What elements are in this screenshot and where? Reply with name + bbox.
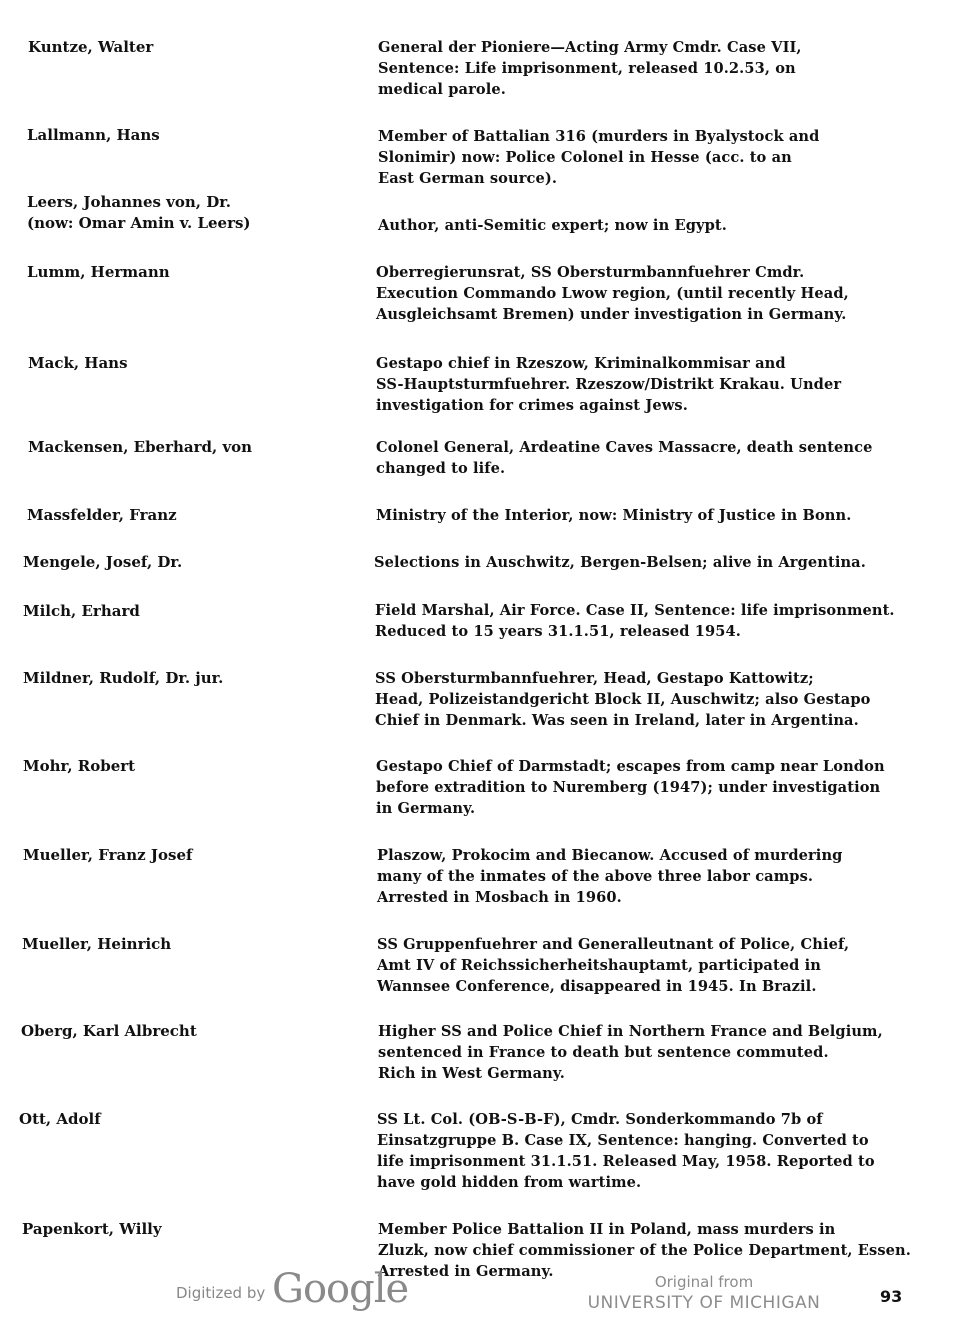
- entry-description: Plaszow, Prokocim and Biecanow. Accused of murdering many of the inmates of the above three labor camps. Arrested in Mosbach in 1960.: [377, 847, 843, 906]
- entry-name: Ott, Adolf: [19, 1110, 101, 1128]
- entry-description: SS Gruppenfuehrer and Generalleutnant of Police, Chief, Amt IV of Reichssicherheitshauptamt, participated in Wannsee Conference, disappeared in 1945. In Brazil.: [377, 936, 850, 995]
- original-from-label: Original from: [654, 1273, 754, 1291]
- entry-name: Papenkort, Willy: [22, 1220, 162, 1238]
- entry-name: Lumm, Hermann: [27, 263, 170, 281]
- entry-description: SS Lt. Col. (OB-S-B-F), Cmdr. Sonderkommando 7b of Einsatzgruppe B. Case IX, Sentence: hanging. Converted to life imprisonment 31.1.51. Released May, 1958. Reported to have gold hidden from wartime.: [377, 1111, 875, 1191]
- entry-description: Higher SS and Police Chief in Northern France and Belgium, sentenced in France to death but sentence commuted. Rich in West Germany.: [378, 1023, 883, 1082]
- entry-name: Mack, Hans: [28, 354, 128, 372]
- entry-name: Mackensen, Eberhard, von: [28, 438, 253, 456]
- entry-name: Mildner, Rudolf, Dr. jur.: [23, 669, 224, 687]
- entry-name: Lallmann, Hans: [27, 126, 160, 144]
- entry-name: Mueller, Heinrich: [22, 935, 172, 953]
- entry-description: Member of Battalian 316 (murders in Byalystock and Slonimir) now: Police Colonel in Hesse (acc. to an East German source).: [378, 128, 820, 187]
- entry-description: General der Pioniere—Acting Army Cmdr. Case VII, Sentence: Life imprisonment, released 10.2.53, on medical parole.: [378, 39, 802, 98]
- entry-name: Mueller, Franz Josef: [23, 846, 193, 864]
- digitized-by-label: Digitized by: [176, 1284, 266, 1302]
- entry-description: Gestapo chief in Rzeszow, Kriminalkommisar and SS-Hauptsturmfuehrer. Rzeszow/Distrikt Krakau. Under investigation for crimes against Jews.: [376, 355, 842, 414]
- entry-description: Selections in Auschwitz, Bergen-Belsen; alive in Argentina.: [374, 554, 866, 571]
- source-attribution: [570, 1272, 838, 1314]
- entry-name: Kuntze, Walter: [28, 38, 154, 56]
- entry-description: Ministry of the Interior, now: Ministry of Justice in Bonn.: [376, 507, 852, 524]
- entry-name: Mohr, Robert: [23, 757, 136, 775]
- entry-description: Author, anti-Semitic expert; now in Egypt.: [378, 217, 727, 234]
- entry-description: Gestapo Chief of Darmstadt; escapes from camp near London before extradition to Nuremberg (1947); under investigation in Germany.: [376, 758, 885, 817]
- page-number: 93: [880, 1287, 903, 1306]
- entry-name: Leers, Johannes von, Dr. (now: Omar Amin v. Leers): [27, 193, 251, 232]
- entry-description: Oberregierunsrat, SS Obersturmbannfuehrer Cmdr. Execution Commando Lwow region, (until recently Head, Ausgleichsamt Bremen) under investigation in Germany.: [376, 264, 849, 323]
- entry-description: Field Marshal, Air Force. Case II, Sentence: life imprisonment. Reduced to 15 years 31.1.51, released 1954.: [375, 602, 895, 640]
- entry-name: Massfelder, Franz: [27, 506, 177, 524]
- entry-description: Member Police Battalion II in Poland, mass murders in Zluzk, now chief commissioner of the Police Department, Essen. Arrested in Germany.: [378, 1221, 911, 1280]
- google-logo: Google: [272, 1266, 409, 1312]
- entry-name: Milch, Erhard: [23, 602, 140, 620]
- entry-name: Mengele, Josef, Dr.: [23, 553, 183, 571]
- entry-description: SS Obersturmbannfuehrer, Head, Gestapo Kattowitz; Head, Polizeistandgericht Block II, Auschwitz; also Gestapo Chief in Denmark. Was seen in Ireland, later in Argentina.: [375, 670, 871, 729]
- entry-name: Oberg, Karl Albrecht: [21, 1022, 197, 1040]
- entry-description: Colonel General, Ardeatine Caves Massacre, death sentence changed to life.: [376, 439, 873, 477]
- source-library: UNIVERSITY OF MICHIGAN: [587, 1293, 821, 1313]
